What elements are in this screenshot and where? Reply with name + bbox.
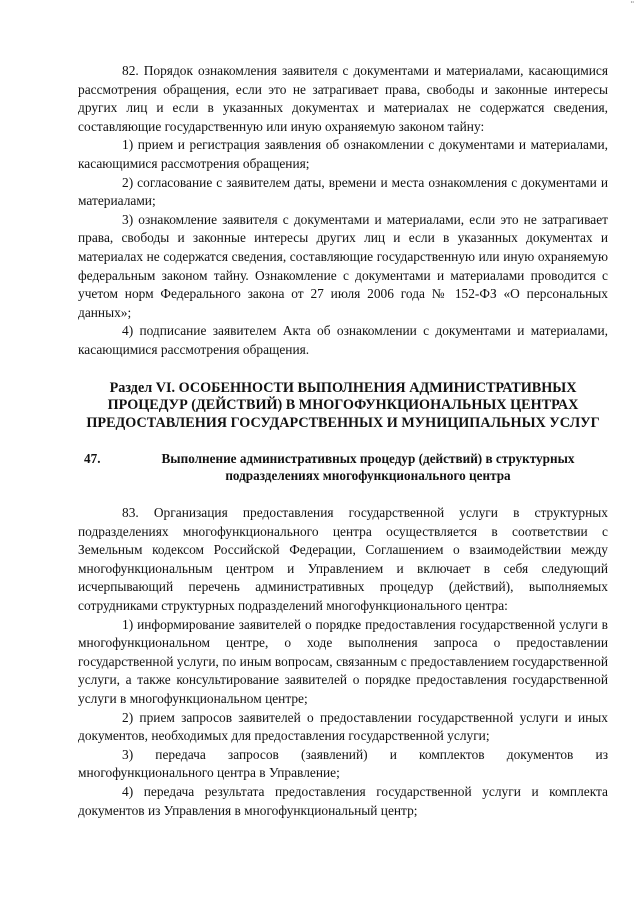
section-title: Раздел VI. ОСОБЕННОСТИ ВЫПОЛНЕНИЯ АДМИНИСТРАТИВНЫХ ПРОЦЕДУР (ДЕЙСТВИЙ) В МНОГОФУНКЦИОНАЛЬНЫХ ЦЕНТРАХ ПРЕДОСТАВЛЕНИЯ ГОСУДАРСТВЕННЫХ И МУНИЦИПАЛЬНЫХ УСЛУГ bbox=[86, 379, 600, 431]
paragraph-83: 83. Организация предоставления государственной услуги в структурных подразделениях многофункционального центра осуществляется в соответствии с Земельным кодексом Российской Федерации, Соглашением о взаимодействии между многофункциональным центром и Управлением и включает в себя следующий исчерпывающий перечень административных процедур (действий), выполняемых сотрудниками структурных подразделений многофункционального центра: bbox=[78, 505, 608, 613]
list-item: 2) прием запросов заявителей о предоставлении государственной услуги и иных документов, необходимых для предоставления государственной услуги; bbox=[78, 709, 608, 744]
list-item: 1) прием и регистрация заявления об ознакомлении с документами и материалами, касающимися рассмотрения обращения; bbox=[78, 137, 608, 171]
list-item: 4) передача результата предоставления государственной услуги и комплекта документов из Управления в многофункциональный центр; bbox=[78, 783, 608, 818]
spacer bbox=[78, 484, 608, 504]
document-page bbox=[78, 62, 608, 820]
subsection-heading bbox=[78, 450, 608, 484]
subsection-title: Выполнение административных процедур (действий) в структурных подразделениях многофункционального центра bbox=[161, 451, 575, 483]
list-item: 3) ознакомление заявителя с документами и материалами, если это не затрагивает права, свободы и законные интересы других лиц и если в указанных документах и материалах не содержатся сведения, составляющие государственную или иную охраняемую федеральным законом тайну. Ознакомление с документами и материалами проводится с учетом норм Федерального закона от 27 июля 2006 года № 152-ФЗ «О персональных данных»; bbox=[78, 211, 608, 320]
scan-mark: ¨ bbox=[630, 0, 634, 11]
paragraph-82: 82. Порядок ознакомления заявителя с документами и материалами, касающимися рассмотрения обращения, если это не затрагивает права, свободы и законные интересы других лиц и если в указанных документах и материалах не содержатся сведения, составляющие государственную или иную охраняемую законом тайну: bbox=[78, 63, 608, 134]
list-item: 2) согласование с заявителем даты, времени и места ознакомления с документами и материалами; bbox=[78, 174, 608, 209]
list-item: 4) подписание заявителем Акта об ознакомлении с документами и материалами, касающимися рассмотрения обращения. bbox=[78, 323, 608, 357]
list-item: 3) передача запросов (заявлений) и комплектов документов из многофункционального центра в Управление; bbox=[78, 746, 608, 781]
list-item: 1) информирование заявителей о порядке предоставления государственной услуги в многофункциональном центре, о ходе выполнения запроса о предоставлении государственной услуги, по иным вопросам, связанным с предоставлением государственной услуги, а также консультирование заявителей о порядке предоставления государственной услуги в многофункциональном центре; bbox=[78, 616, 608, 706]
subsection-number: 47. bbox=[84, 451, 101, 466]
